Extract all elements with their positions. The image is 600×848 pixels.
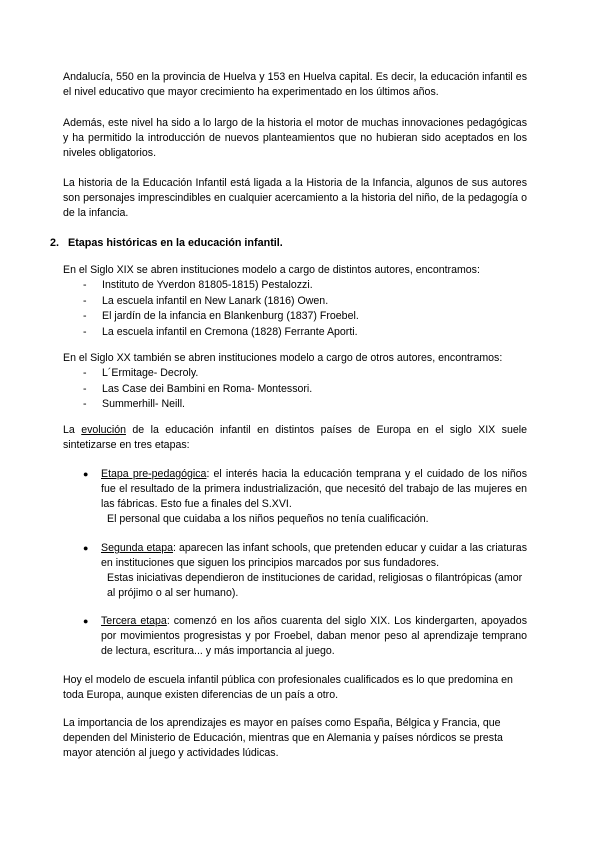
closing-paragraph-2: La importancia de los aprendizajes es mayor en países como España, Bélgica y Francia, que dependen del Ministerio de Educación, mientras que en Alemania y países nórdicos se presta mayor atención al juego y actividades lúdicas. [63,717,503,759]
evolucion-paragraph [63,423,527,453]
intro-paragraph-3: La historia de la Educación Infantil está ligada a la Historia de la Infancia, algunos de sus autores son personajes imprescindibles en cualquier acercamiento a la historia del niño, de la pedagogía o de la infancia. [63,177,527,219]
list-item: - L´Ermitage- Decroly. [83,366,523,382]
etapa-continuation: Estas iniciativas dependieron de instituciones de caridad, religiosas o filantrópicas (amor al prójimo o al ser humano). [107,572,523,599]
etapa-text: : aparecen las infant schools, que pretenden educar y cuidar a las criaturas en instituciones que siguen los principios marcados por sus fundadores. [101,542,527,569]
section-heading [50,236,283,251]
evolucion-post: de la educación infantil en distintos países de Europa en el siglo XIX suele sintetizarse en tres etapas: [63,424,527,451]
etapa-text: : el interés hacia la educación temprana y el cuidado de los niños fue el resultado de la primera industrialización, que necesitó del trabajo de las mujeres en las fábricas. Esto fue a finales del S.XVI. [101,468,527,510]
list-item: - La escuela infantil en Cremona (1828) Ferrante Aporti. [83,325,523,341]
bullet-icon: ● [83,469,89,479]
list-item: - Summerhill- Neill. [83,397,523,413]
section-title: Etapas históricas en la educación infantil. [68,237,283,249]
etapa-title: Segunda etapa [101,542,173,554]
section-number: 2. [50,237,60,249]
list-item: - Las Case dei Bambini en Roma- Montessori. [83,382,523,398]
list-item: - Instituto de Yverdon 81805-1815) Pestalozzi. [83,278,523,294]
etapa-item-3 [83,614,527,659]
etapa-text: : comenzó en los años cuarenta del siglo XIX. Los kindergarten, apoyados por movimientos progresistas y por Froebel, daban menor peso al aprendizaje temprano de lectura, escritura... y más importancia al juego. [101,615,527,657]
etapa-continuation: El personal que cuidaba a los niños pequeños no tenía cualificación. [107,513,429,525]
evolucion-link: evolución [81,424,126,436]
evolucion-pre: La [63,424,82,436]
siglo-xx-intro: En el Siglo XX también se abren instituciones modelo a cargo de otros autores, encontramos: [63,352,503,364]
bullet-icon: ● [83,543,89,553]
bullet-icon: ● [83,616,89,626]
etapa-title: Etapa pre-pedagógica [101,468,207,480]
closing-paragraph-1: Hoy el modelo de escuela infantil pública con profesionales cualificados es lo que predomina en toda Europa, aunque existen diferencias de un país a otro. [63,674,513,701]
etapa-item-2 [83,541,527,601]
intro-paragraph-2: Además, este nivel ha sido a lo largo de la historia el motor de muchas innovaciones pedagógicas y ha permitido la introducción de nuevos planteamientos que no hubieran sido aceptados en los niveles obligatorios. [63,117,527,159]
siglo-xx-list [83,366,523,413]
etapa-body [101,541,527,571]
list-item: - La escuela infantil en New Lanark (1816) Owen. [83,294,523,310]
etapa-body [101,614,527,659]
etapa-item-1 [83,467,527,527]
intro-paragraph-1: Andalucía, 550 en la provincia de Huelva y 153 en Huelva capital. Es decir, la educación infantil es el nivel educativo que mayor crecimiento ha experimentado en los últimos años. [63,71,527,98]
etapa-body [101,467,527,512]
siglo-xix-list [83,278,523,340]
siglo-xix-intro: En el Siglo XIX se abren instituciones modelo a cargo de distintos autores, encontramos: [63,264,480,276]
etapa-title: Tercera etapa [101,615,167,627]
list-item: - El jardín de la infancia en Blankenburg (1837) Froebel. [83,309,523,325]
